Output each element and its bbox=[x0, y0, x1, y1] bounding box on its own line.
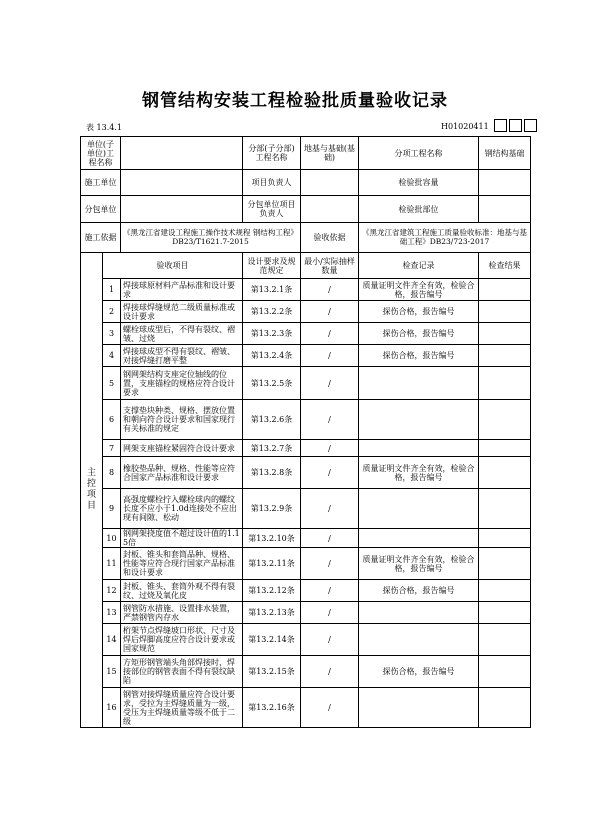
row-item-text: 方矩形钢管端头角部焊接时，焊接部位的钢管表面不得有裂纹缺陷 bbox=[121, 656, 243, 688]
table-row bbox=[81, 529, 531, 548]
row-sample: / bbox=[301, 301, 359, 323]
row-number: 3 bbox=[103, 323, 121, 345]
col-result: 检查结果 bbox=[479, 253, 531, 279]
accept-basis-value: 《黑龙江省建筑工程施工质量验收标准：地基与基础工程》DB23/723-2017 bbox=[359, 223, 531, 253]
subunit-label: 分部(子分部)工程名称 bbox=[243, 137, 301, 170]
row-reference: 第13.2.11条 bbox=[243, 548, 301, 580]
row-item-text: 桁架节点焊缝坡口形状、尺寸及焊后焊脚高度应符合设计要求或国家规范 bbox=[121, 624, 243, 656]
row-sample: / bbox=[301, 688, 359, 728]
row-result[interactable] bbox=[479, 624, 531, 656]
row-result[interactable] bbox=[479, 489, 531, 529]
row-result[interactable] bbox=[479, 400, 531, 440]
table-row bbox=[81, 602, 531, 624]
row-sample: / bbox=[301, 440, 359, 457]
row-number: 9 bbox=[103, 489, 121, 529]
row-record: 质量证明文件齐全有效，检验合格，报告编号 bbox=[359, 279, 479, 301]
item-name-label: 分项工程名称 bbox=[359, 137, 479, 170]
row-result[interactable] bbox=[479, 345, 531, 367]
row-number: 7 bbox=[103, 440, 121, 457]
table-row bbox=[81, 624, 531, 656]
row-item-text: 焊接球焊缝规范二级质量标准或设计要求 bbox=[121, 301, 243, 323]
row-sample: / bbox=[301, 656, 359, 688]
row-item-text: 焊接球原材料产品标准和设计要求 bbox=[121, 279, 243, 301]
row-reference: 第13.2.8条 bbox=[243, 457, 301, 489]
row-result[interactable] bbox=[479, 440, 531, 457]
code-box[interactable] bbox=[524, 119, 537, 132]
table-row bbox=[81, 580, 531, 602]
row-number: 16 bbox=[103, 688, 121, 728]
row-reference: 第13.2.16条 bbox=[243, 688, 301, 728]
location-label: 检验批部位 bbox=[359, 196, 479, 223]
row-number: 10 bbox=[103, 529, 121, 548]
row-number: 1 bbox=[103, 279, 121, 301]
row-sample: / bbox=[301, 489, 359, 529]
subcontractor-label: 分包单位 bbox=[81, 196, 121, 223]
row-result[interactable] bbox=[479, 529, 531, 548]
row-number: 11 bbox=[103, 548, 121, 580]
location-value[interactable] bbox=[479, 196, 531, 223]
row-item-text: 钢管对接焊缝质量应符合设计要求，受拉为主焊缝质量为一级，受压为主焊缝质量等级不低于二级 bbox=[121, 688, 243, 728]
code-box[interactable] bbox=[509, 119, 522, 132]
pm-label: 项目负责人 bbox=[243, 170, 301, 196]
row-reference: 第13.2.12条 bbox=[243, 580, 301, 602]
table-row bbox=[81, 367, 531, 400]
subcontractor-value[interactable] bbox=[121, 196, 243, 223]
row-item-text: 橡胶垫品种、规格、性能等应符合国家产品标准和设计要求 bbox=[121, 457, 243, 489]
row-item-text: 支撑垫块种类、规格、摆放位置和朝向符合设计要求和国家现行有关标准的规定 bbox=[121, 400, 243, 440]
row-result[interactable] bbox=[479, 457, 531, 489]
table-row bbox=[81, 440, 531, 457]
row-sample: / bbox=[301, 548, 359, 580]
row-result[interactable] bbox=[479, 301, 531, 323]
page-title: 钢管结构安装工程检验批质量验收记录 bbox=[142, 91, 448, 111]
row-result[interactable] bbox=[479, 580, 531, 602]
row-record bbox=[359, 489, 479, 529]
basis-value: 《黑龙江省建设工程施工操作技术规程 钢结构工程》DB23/T1621.7-2015 bbox=[121, 223, 301, 253]
row-reference: 第13.2.10条 bbox=[243, 529, 301, 548]
row-sample: / bbox=[301, 580, 359, 602]
row-record: 探伤合格，报告编号 bbox=[359, 580, 479, 602]
table-row bbox=[81, 279, 531, 301]
table-row bbox=[81, 688, 531, 728]
row-record bbox=[359, 602, 479, 624]
row-number: 5 bbox=[103, 367, 121, 400]
table-row bbox=[81, 345, 531, 367]
row-number: 14 bbox=[103, 624, 121, 656]
row-sample: / bbox=[301, 602, 359, 624]
table-row bbox=[81, 489, 531, 529]
table-row bbox=[81, 323, 531, 345]
row-item-text: 高强度螺栓拧入螺栓球内的螺纹长度不应小于1.0d连接处不应出现有间隙、松动 bbox=[121, 489, 243, 529]
row-reference: 第13.2.6条 bbox=[243, 400, 301, 440]
row-reference: 第13.2.2条 bbox=[243, 301, 301, 323]
row-reference: 第13.2.4条 bbox=[243, 345, 301, 367]
row-record bbox=[359, 624, 479, 656]
row-reference: 第13.2.9条 bbox=[243, 489, 301, 529]
sub-pm-value[interactable] bbox=[301, 196, 359, 223]
row-number: 12 bbox=[103, 580, 121, 602]
row-record: 探伤合格，报告编号 bbox=[359, 323, 479, 345]
row-result[interactable] bbox=[479, 367, 531, 400]
row-result[interactable] bbox=[479, 602, 531, 624]
form-code: H01020411 bbox=[441, 122, 489, 131]
row-sample: / bbox=[301, 457, 359, 489]
row-result[interactable] bbox=[479, 323, 531, 345]
row-record bbox=[359, 367, 479, 400]
row-item-text: 网架支座锚栓紧固符合设计要求 bbox=[121, 440, 243, 457]
row-record: 质量证明文件齐全有效，检验合格，报告编号 bbox=[359, 457, 479, 489]
row-record: 探伤合格，报告编号 bbox=[359, 301, 479, 323]
row-sample: / bbox=[301, 345, 359, 367]
row-record: 质量证明文件齐全有效，检验合格，报告编号 bbox=[359, 548, 479, 580]
row-item-text: 封板、锥头、套筒外观不得有裂纹、过烧及氧化皮 bbox=[121, 580, 243, 602]
unit-name-label: 单位(子单位)工程名称 bbox=[81, 137, 121, 170]
row-reference: 第13.2.14条 bbox=[243, 624, 301, 656]
row-number: 4 bbox=[103, 345, 121, 367]
sub-pm-label: 分包单位项目负责人 bbox=[243, 196, 301, 223]
pm-value[interactable] bbox=[301, 170, 359, 196]
constructor-value[interactable] bbox=[121, 170, 243, 196]
unit-name-value[interactable] bbox=[121, 137, 243, 170]
row-number: 8 bbox=[103, 457, 121, 489]
col-record: 检查记录 bbox=[359, 253, 479, 279]
row-result[interactable] bbox=[479, 656, 531, 688]
row-record: 探伤合格，报告编号 bbox=[359, 656, 479, 688]
row-sample: / bbox=[301, 367, 359, 400]
col-requirement: 设计要求及规范规定 bbox=[243, 253, 301, 279]
row-sample: / bbox=[301, 529, 359, 548]
row-reference: 第13.2.13条 bbox=[243, 602, 301, 624]
row-result[interactable] bbox=[479, 279, 531, 301]
row-result[interactable] bbox=[479, 548, 531, 580]
row-record bbox=[359, 440, 479, 457]
code-box[interactable] bbox=[494, 119, 507, 132]
row-sample: / bbox=[301, 400, 359, 440]
row-sample: / bbox=[301, 279, 359, 301]
row-reference: 第13.2.7条 bbox=[243, 440, 301, 457]
row-record: 探伤合格，报告编号 bbox=[359, 345, 479, 367]
row-item-text: 钢网架挠度值不超过设计值的1.15倍 bbox=[121, 529, 243, 548]
constructor-label: 施工单位 bbox=[81, 170, 121, 196]
row-sample: / bbox=[301, 624, 359, 656]
row-reference: 第13.2.1条 bbox=[243, 279, 301, 301]
row-reference: 第13.2.15条 bbox=[243, 656, 301, 688]
row-number: 2 bbox=[103, 301, 121, 323]
table-number: 表 13.4.1 bbox=[86, 123, 122, 132]
inspection-table bbox=[80, 136, 531, 728]
row-item-text: 钢网架结构支座定位轴线的位置，支座锚栓的规格应符合设计要求 bbox=[121, 367, 243, 400]
row-reference: 第13.2.5条 bbox=[243, 367, 301, 400]
capacity-label: 检验批容量 bbox=[359, 170, 479, 196]
row-number: 15 bbox=[103, 656, 121, 688]
table-row bbox=[81, 400, 531, 440]
table-row bbox=[81, 301, 531, 323]
table-row bbox=[81, 656, 531, 688]
col-item: 验收项目 bbox=[103, 253, 243, 279]
subunit-value: 地基与基础(基础) bbox=[301, 137, 359, 170]
row-sample: / bbox=[301, 323, 359, 345]
col-sample: 最小/实际抽样数量 bbox=[301, 253, 359, 279]
basis-label: 施工依据 bbox=[81, 223, 121, 253]
row-record bbox=[359, 688, 479, 728]
row-result[interactable] bbox=[479, 688, 531, 728]
row-item-text: 钢管防水措施、设置排水装置，严禁钢管内存水 bbox=[121, 602, 243, 624]
table-row bbox=[81, 457, 531, 489]
row-item-text: 封板、锥头和套筒品种、规格、性能等应符合现行国家产品标准和设计要求 bbox=[121, 548, 243, 580]
row-number: 6 bbox=[103, 400, 121, 440]
capacity-value[interactable] bbox=[479, 170, 531, 196]
row-item-text: 焊接球成型不得有裂纹、褶皱、对接焊缝打磨平整 bbox=[121, 345, 243, 367]
table-row bbox=[81, 548, 531, 580]
item-name-value: 钢结构基础 bbox=[479, 137, 531, 170]
accept-basis-label: 验收依据 bbox=[301, 223, 359, 253]
row-item-text: 螺栓球成型后，不得有裂纹、褶皱、过烧 bbox=[121, 323, 243, 345]
row-number: 13 bbox=[103, 602, 121, 624]
main-control-label: 主控项目 bbox=[81, 253, 103, 728]
row-record bbox=[359, 400, 479, 440]
row-record bbox=[359, 529, 479, 548]
row-reference: 第13.2.3条 bbox=[243, 323, 301, 345]
code-boxes bbox=[494, 119, 537, 132]
